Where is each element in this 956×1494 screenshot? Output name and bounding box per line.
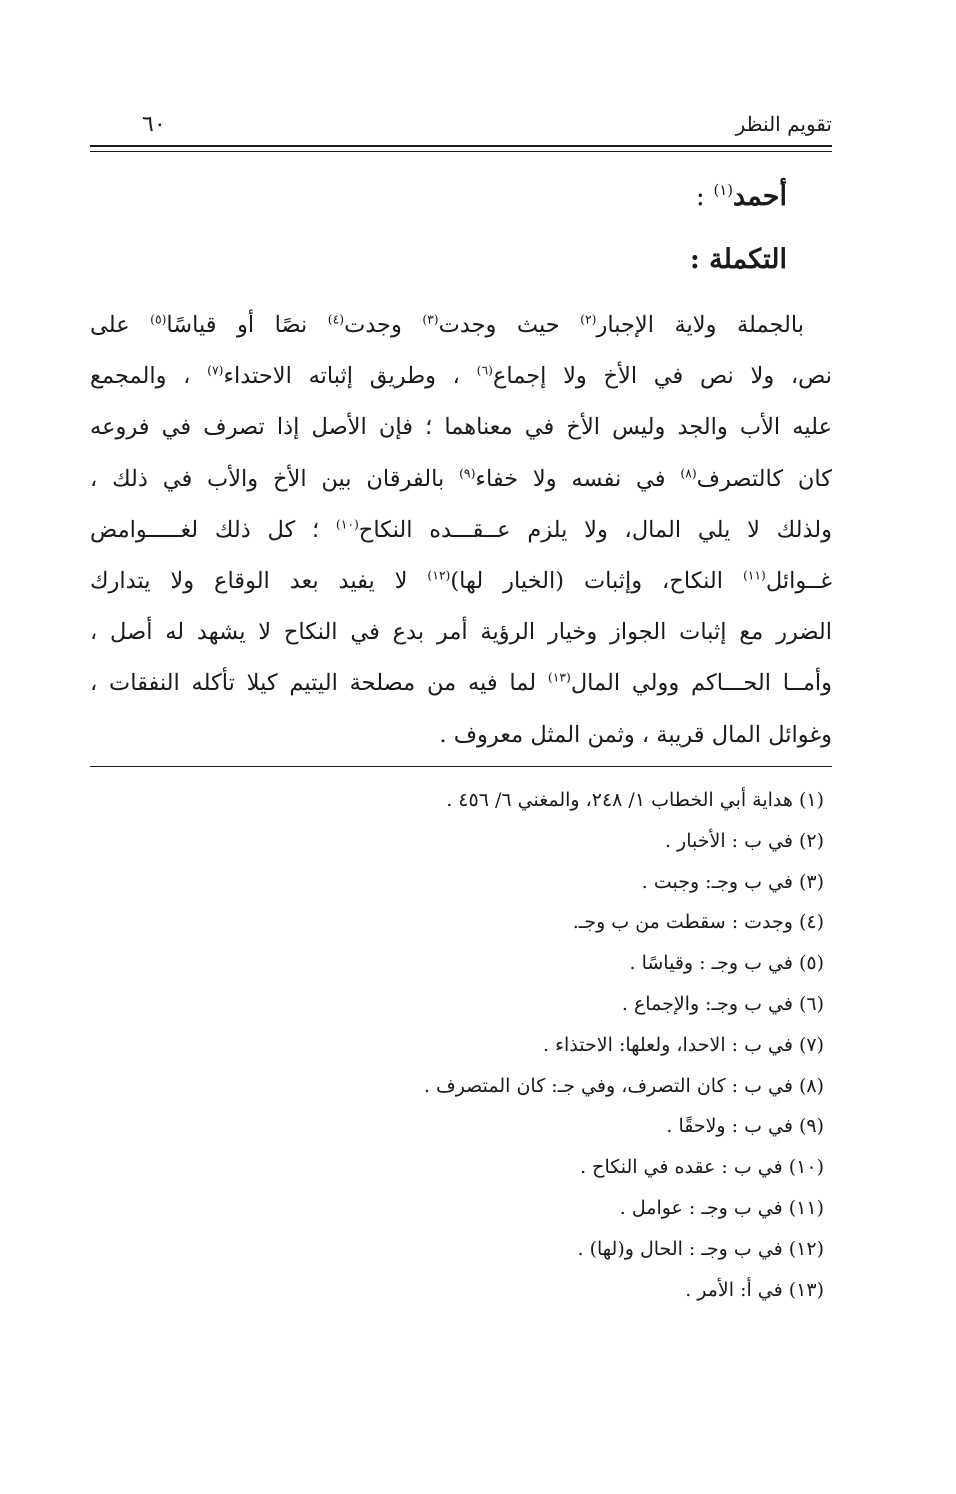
footnote-ref: (٢) (580, 312, 597, 327)
footnote-text: في ب وجـ : عوامل . (619, 1196, 783, 1219)
text-run: كان كالتصرف (696, 465, 832, 492)
footnote-number: (٩) (798, 1115, 824, 1138)
text-line (90, 710, 832, 761)
text-line (90, 658, 832, 709)
text-run: بالجملة ولاية الإجبار (596, 312, 804, 338)
text-run: النكاح، وإثبات (الخيار لها) (450, 567, 743, 594)
footnote-ref: (٨) (680, 466, 697, 481)
footnote-item (90, 1188, 832, 1229)
text-run: نص، ولا نص في الأخ ولا إجماع (492, 363, 832, 390)
footnote-text: في ب وجـ : الحال و(لها) . (577, 1237, 783, 1260)
footnote-text: في أ: الأمر . (685, 1278, 783, 1301)
footnote-number: (٢) (798, 829, 824, 852)
section-heading-ahmad (696, 183, 787, 210)
footnote-number: (٥) (798, 952, 824, 975)
footnote-item (90, 1025, 832, 1066)
footnote-ref: (٦) (476, 363, 493, 378)
footnote-separator (90, 766, 832, 767)
footnote-ref: (٤) (327, 312, 345, 327)
footnote-ref: (١٣) (547, 670, 571, 685)
text-line (90, 505, 832, 556)
text-run: لا يفيد بعد الوقاع ولا يتدارك (90, 567, 428, 594)
footnote-number: (٣) (798, 870, 824, 893)
text-run: ولذلك لا يلي المال، ولا يلزم عــقـــده النكاح (358, 516, 832, 543)
text-line (90, 300, 832, 351)
footnote-number: (١٣) (788, 1278, 824, 1301)
footnote-item (90, 1066, 832, 1107)
text-line (90, 351, 832, 402)
footnote-item (90, 943, 832, 984)
footnote-ref: (٣) (422, 312, 439, 327)
book-page (90, 0, 832, 1494)
footnote-item (90, 984, 832, 1025)
footnote-item (90, 1270, 832, 1311)
footnote-number: (٤) (798, 911, 824, 934)
text-run: وأمــا الحـــاكم وولي المال (570, 670, 832, 697)
text-run: ، والمجمع (90, 363, 208, 390)
footnote-number: (٦) (798, 992, 824, 1015)
text-run: ، وطريق إثباته الاحتداء (223, 363, 477, 390)
text-run: ؛ كل ذلك لغـــــوامض (90, 516, 336, 543)
text-run: وجدت (344, 312, 423, 338)
footnote-item (90, 821, 832, 862)
footnote-ref: (٥) (150, 312, 167, 327)
text-line (90, 454, 832, 505)
footnote-text: في ب : الأخبار . (664, 829, 793, 852)
page-number: ٦٠ (142, 112, 166, 137)
footnote-ref: (١٠) (335, 517, 359, 532)
section-heading-takmila: التكملة : (689, 244, 787, 275)
footnote-text: في ب : عقده في النكاح . (580, 1156, 783, 1179)
footnote-text: وجدت : سقطت من ب وجـ. (572, 911, 793, 934)
header-rule-thick (90, 145, 832, 147)
footnote-ref: (١) (713, 181, 734, 199)
text-line (90, 556, 832, 607)
running-header (90, 112, 832, 142)
text-line (90, 607, 832, 658)
book-title: تقويم النظر (735, 112, 832, 136)
footnote-item (90, 902, 832, 943)
footnote-item (90, 780, 832, 821)
footnote-number: (٨) (798, 1074, 824, 1097)
text-run: نصًا أو قياسًا (166, 312, 328, 338)
footnote-item (90, 862, 832, 903)
footnote-text: في ب : ولاحقًا . (666, 1115, 793, 1138)
text-run: حيث وجدت (438, 312, 581, 338)
footnote-number: (١٢) (788, 1237, 824, 1260)
text-run: الضرر مع إثبات الجواز وخيار الرؤية أمر بدع في النكاح لا يشهد له أصل ، (90, 619, 832, 646)
text-run: على (90, 312, 151, 338)
footnote-text: في ب وجـ: وجبت . (641, 870, 793, 893)
main-paragraph (90, 300, 832, 761)
footnote-item (90, 1147, 832, 1188)
footnote-text: في ب وجـ : وقياسًا . (629, 952, 793, 975)
footnotes-list (90, 780, 832, 1310)
footnote-item (90, 1229, 832, 1270)
header-rule-thin (90, 151, 832, 152)
footnote-number: (١١) (788, 1196, 824, 1219)
footnote-number: (١) (798, 789, 824, 811)
text-run: عليه الأب والجد وليس الأخ في معناهما ؛ فإن الأصل إذا تصرف في فروعه (90, 414, 832, 441)
footnote-ref: (٧) (207, 363, 224, 378)
footnote-number: (١٠) (788, 1156, 824, 1179)
footnote-item (90, 1106, 832, 1147)
footnote-text: هداية أبي الخطاب ١/ ٢٤٨، والمغني ٦/ ٤٥٦ . (446, 789, 793, 811)
heading-ahmad-colon: : (695, 181, 714, 212)
footnote-text: في ب : الاحدا، ولعلها: الاحتذاء . (543, 1033, 793, 1056)
footnote-ref: (١١) (742, 568, 766, 583)
footnote-ref: (١٢) (427, 568, 451, 583)
text-run: غــوائل (765, 567, 832, 594)
footnote-text: في ب وجـ: والإجماع . (621, 992, 793, 1015)
footnote-ref: (٩) (459, 466, 476, 481)
text-line (90, 402, 832, 453)
text-run: في نفسه ولا خفاء (475, 465, 681, 492)
text-run: وغوائل المال قريبة ، وثمن المثل معروف . (439, 721, 832, 748)
footnote-number: (٧) (798, 1033, 824, 1056)
text-run: لما فيه من مصلحة اليتيم كيلا تأكله النفقات ، (90, 670, 548, 697)
text-run: بالفرقان بين الأخ والأب في ذلك ، (90, 465, 460, 492)
footnote-text: في ب : كان التصرف، وفي جـ: كان المتصرف . (423, 1074, 793, 1097)
heading-ahmad-text: أحمد (733, 181, 787, 212)
